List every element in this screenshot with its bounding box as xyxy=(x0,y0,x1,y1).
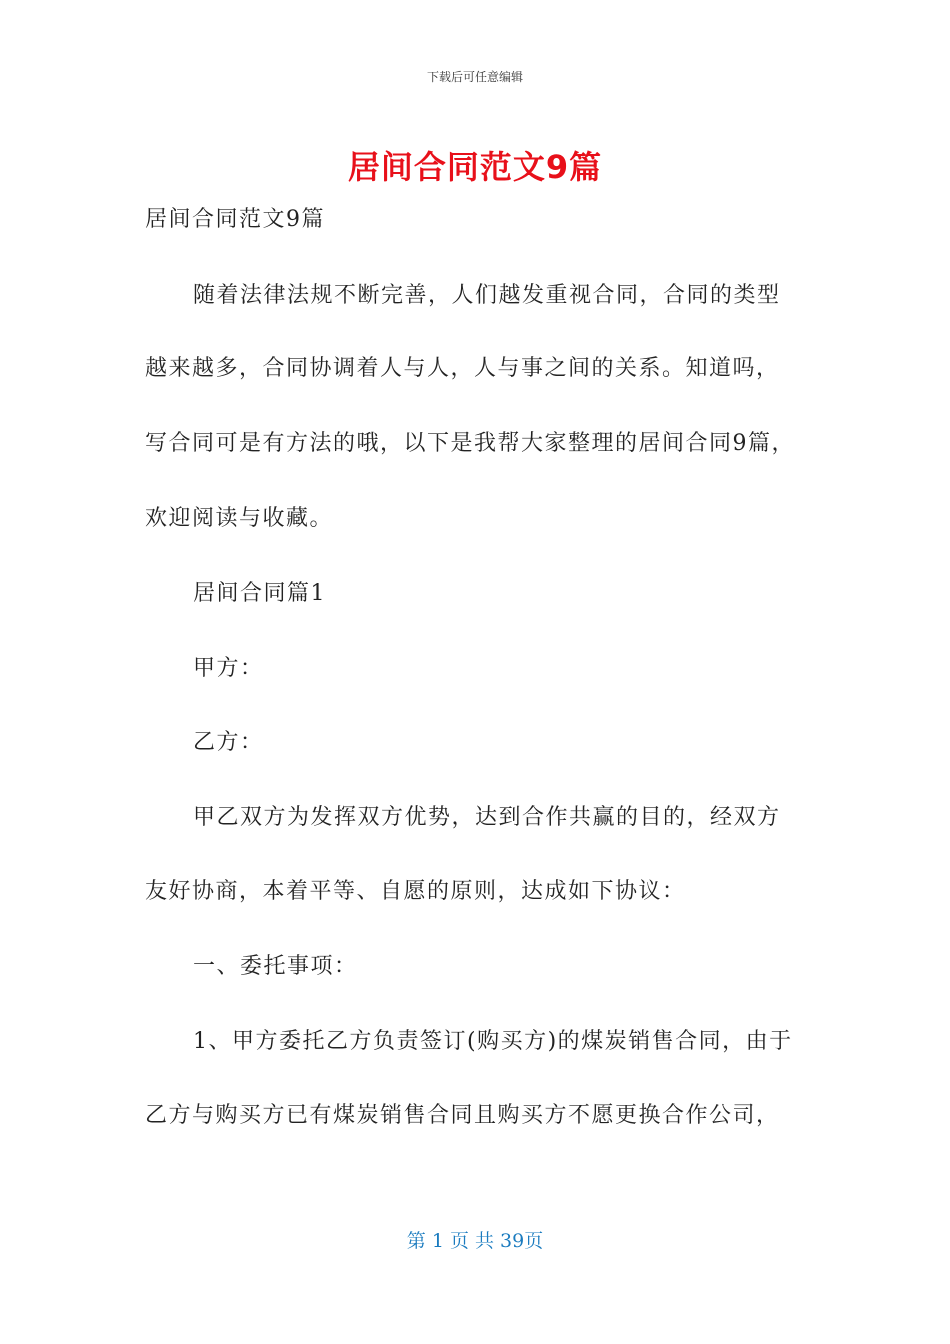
paragraph-line: 写合同可是有方法的哦，以下是我帮大家整理的居间合同9篇， xyxy=(145,431,795,456)
page-number: 第 1 页 共 39页 xyxy=(406,1230,544,1252)
header-note: 下载后可任意编辑 xyxy=(426,70,523,84)
paragraph-line: 欢迎阅读与收藏。 xyxy=(145,506,334,531)
paragraph-line: 乙方与购买方已有煤炭销售合同且购买方不愿更换合作公司， xyxy=(145,1103,780,1128)
paragraph-line: 随着法律法规不断完善，人们越发重视合同，合同的类型 xyxy=(193,283,781,308)
paragraph-line: 1、甲方委托乙方负责签订(购买方)的煤炭销售合同，由于 xyxy=(193,1029,793,1054)
paragraph-line: 越来越多，合同协调着人与人，人与事之间的关系。知道吗， xyxy=(145,356,780,381)
party-b-label: 乙方： xyxy=(193,730,264,755)
clause-heading: 一、委托事项： xyxy=(193,954,358,979)
party-a-label: 甲方： xyxy=(193,656,264,681)
document-title: 居间合同范文9篇 xyxy=(347,148,603,186)
subtitle-line: 居间合同范文9篇 xyxy=(145,207,325,232)
paragraph-line: 友好协商，本着平等、自愿的原则，达成如下协议： xyxy=(145,879,686,904)
section-heading: 居间合同篇1 xyxy=(193,581,326,606)
paragraph-line: 甲乙双方为发挥双方优势，达到合作共赢的目的，经双方 xyxy=(193,805,781,830)
